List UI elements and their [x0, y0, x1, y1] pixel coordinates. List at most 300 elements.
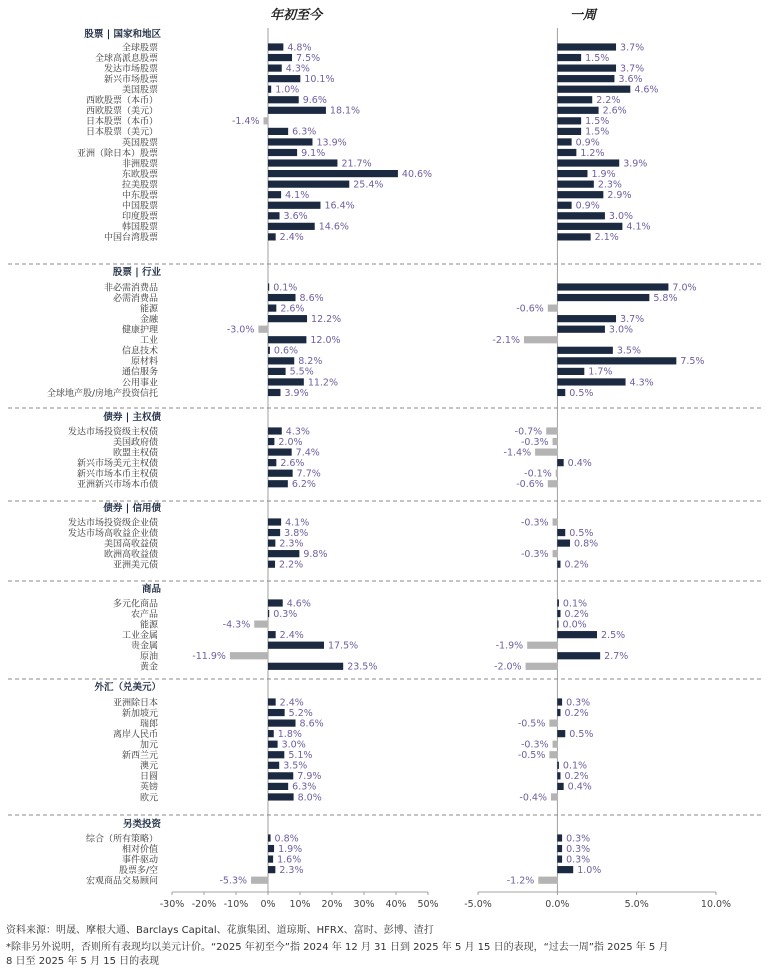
- row-label-0-12: 东欧股票: [121, 169, 158, 180]
- bar-week-4-5: [557, 652, 600, 659]
- group-title-3: 债券 | 信用债: [103, 503, 161, 514]
- bar-week-4-6: [526, 663, 558, 670]
- value-label-ytd-0-8: 6.3%: [292, 126, 317, 138]
- row-label-5-9: 欧元: [139, 793, 158, 804]
- value-label-ytd-6-4: -5.3%: [219, 875, 248, 887]
- value-label-ytd-4-3: 2.4%: [279, 629, 304, 641]
- value-label-week-0-5: 2.2%: [596, 95, 621, 107]
- bar-ytd-4-6: [268, 663, 343, 670]
- x-tick-label-1-0: -5.0%: [464, 899, 492, 910]
- footnote-line-2: 8 日至 2025 年 5 月 15 日的表现: [6, 956, 160, 967]
- row-label-4-1: 农产品: [130, 609, 158, 620]
- row-label-3-3: 欧洲高收益债: [103, 549, 158, 560]
- row-label-0-1: 全球高派息股票: [94, 53, 158, 64]
- row-label-0-13: 拉美股票: [121, 180, 158, 191]
- value-label-week-0-15: 0.9%: [575, 200, 600, 212]
- bar-week-1-2: [548, 305, 558, 312]
- value-label-ytd-4-1: 0.3%: [273, 608, 298, 620]
- bar-week-3-4: [557, 561, 560, 568]
- bar-ytd-1-6: [268, 347, 270, 354]
- bar-ytd-3-0: [268, 518, 281, 525]
- group-title-1: 股票 | 行业: [112, 267, 161, 278]
- row-label-1-4: 健康护理: [121, 325, 158, 336]
- value-label-ytd-6-2: 1.6%: [277, 854, 302, 866]
- row-label-5-6: 澳元: [139, 761, 158, 772]
- bar-week-0-18: [557, 233, 590, 240]
- bar-week-3-3: [553, 550, 558, 557]
- value-label-week-2-4: -0.1%: [524, 468, 552, 480]
- value-label-ytd-0-17: 14.6%: [318, 221, 349, 233]
- row-label-0-4: 美国股票: [121, 85, 158, 96]
- row-label-6-4: 宏观商品交易顾问: [85, 876, 158, 887]
- value-label-week-1-9: 4.3%: [629, 377, 654, 389]
- value-label-ytd-5-2: 8.6%: [299, 718, 324, 730]
- bar-week-5-8: [557, 783, 563, 790]
- bar-ytd-4-0: [268, 599, 283, 606]
- value-label-ytd-5-9: 8.0%: [297, 792, 322, 804]
- row-label-3-4: 亚洲美元债: [112, 560, 158, 571]
- row-label-6-1: 相对价值: [121, 844, 158, 855]
- row-label-5-1: 新加坡元: [121, 708, 158, 719]
- bar-ytd-0-6: [268, 107, 326, 114]
- row-label-4-5: 原油: [139, 652, 158, 663]
- row-label-3-2: 美国高收益债: [103, 539, 158, 550]
- row-label-1-8: 通信服务: [121, 367, 158, 378]
- bar-week-1-9: [557, 378, 625, 385]
- value-label-week-4-3: 2.5%: [601, 629, 626, 641]
- bar-week-0-5: [557, 96, 592, 103]
- bar-ytd-0-7: [264, 117, 268, 124]
- value-label-ytd-0-7: -1.4%: [231, 116, 260, 128]
- value-label-week-4-1: 0.2%: [564, 608, 589, 620]
- row-label-3-1: 发达市场高收益企业债: [67, 528, 158, 539]
- bar-week-5-2: [549, 720, 557, 727]
- value-label-ytd-2-5: 6.2%: [291, 479, 316, 491]
- bar-week-5-9: [551, 793, 557, 800]
- value-label-ytd-1-10: 3.9%: [284, 387, 309, 399]
- bar-ytd-4-5: [230, 652, 268, 659]
- value-label-ytd-0-5: 9.6%: [302, 95, 327, 107]
- bar-ytd-5-8: [268, 783, 288, 790]
- value-label-ytd-2-4: 7.7%: [296, 468, 321, 480]
- bar-week-2-1: [553, 438, 558, 445]
- value-label-ytd-5-0: 2.4%: [279, 697, 304, 709]
- value-label-ytd-2-0: 4.3%: [285, 426, 310, 438]
- row-label-4-2: 能源: [139, 620, 158, 631]
- panel-title-0: 年初至今: [269, 8, 323, 23]
- row-label-4-3: 工业金属: [121, 630, 158, 641]
- bar-ytd-2-5: [268, 480, 288, 487]
- value-label-ytd-0-0: 4.8%: [287, 42, 312, 54]
- bar-week-0-17: [557, 223, 622, 230]
- bar-week-4-0: [557, 599, 559, 606]
- bar-ytd-1-7: [268, 357, 294, 364]
- bar-ytd-3-4: [268, 561, 275, 568]
- row-label-0-17: 韩国股票: [121, 222, 158, 233]
- value-label-ytd-1-4: -3.0%: [226, 324, 255, 336]
- row-label-5-2: 瑞郎: [139, 719, 158, 730]
- value-label-ytd-1-3: 12.2%: [311, 313, 342, 325]
- bar-ytd-5-9: [268, 793, 294, 800]
- value-label-week-0-7: 1.5%: [585, 116, 610, 128]
- bar-week-2-0: [546, 427, 557, 434]
- bar-week-0-16: [557, 212, 605, 219]
- value-label-week-0-10: 1.2%: [580, 147, 605, 159]
- row-label-4-4: 贵金属: [130, 641, 158, 652]
- bar-week-6-2: [557, 856, 562, 863]
- value-label-week-1-10: 0.5%: [569, 387, 594, 399]
- row-label-5-0: 亚洲除日本: [112, 698, 158, 709]
- bar-week-1-10: [557, 389, 565, 396]
- group-title-6: 另类投资: [122, 819, 161, 830]
- value-label-week-5-2: -0.5%: [517, 718, 546, 730]
- bar-ytd-1-4: [258, 326, 268, 333]
- value-label-week-5-8: 0.4%: [567, 781, 592, 793]
- bar-ytd-6-1: [268, 845, 274, 852]
- bar-week-2-4: [556, 470, 558, 477]
- value-label-week-5-3: 0.5%: [569, 728, 594, 740]
- bar-ytd-2-4: [268, 470, 293, 477]
- bar-ytd-2-1: [268, 438, 274, 445]
- value-label-ytd-5-5: 5.1%: [288, 750, 313, 762]
- bar-ytd-0-3: [268, 75, 300, 82]
- row-label-1-3: 金融: [139, 314, 158, 325]
- x-tick-label-0-2: -10%: [223, 899, 249, 910]
- x-tick-label-0-5: 20%: [321, 899, 343, 910]
- row-label-0-14: 中东股票: [121, 191, 158, 201]
- bar-ytd-1-2: [268, 305, 276, 312]
- bar-ytd-0-13: [268, 181, 349, 188]
- value-label-ytd-1-8: 5.5%: [289, 366, 314, 378]
- value-label-week-0-2: 3.7%: [620, 63, 645, 75]
- value-label-week-4-6: -2.0%: [494, 661, 522, 673]
- value-label-ytd-4-6: 23.5%: [347, 661, 378, 673]
- row-label-0-11: 非洲股票: [121, 159, 158, 170]
- value-label-ytd-0-18: 2.4%: [279, 232, 304, 244]
- bar-ytd-6-2: [268, 856, 273, 863]
- x-tick-label-0-8: 50%: [417, 899, 439, 910]
- row-label-6-0: 综合（所有策略）: [85, 834, 158, 845]
- bar-ytd-5-4: [268, 741, 278, 748]
- value-label-week-0-1: 1.5%: [585, 52, 610, 64]
- row-label-0-6: 西欧股票（美元）: [85, 106, 158, 117]
- value-label-week-0-0: 3.7%: [620, 42, 645, 54]
- value-label-week-0-14: 2.9%: [607, 190, 632, 201]
- bar-week-0-4: [557, 86, 630, 93]
- group-title-4: 商品: [141, 584, 161, 595]
- bar-ytd-4-2: [254, 621, 268, 628]
- bar-ytd-6-0: [268, 834, 271, 841]
- value-label-week-5-9: -0.4%: [519, 792, 547, 804]
- value-label-week-2-2: -1.4%: [503, 447, 532, 459]
- row-label-2-1: 美国政府债: [112, 437, 158, 448]
- bar-ytd-6-3: [268, 866, 275, 873]
- value-label-ytd-6-0: 0.8%: [274, 833, 299, 845]
- group-title-0: 股票 | 国家和地区: [84, 29, 161, 40]
- group-title-5: 外汇（兑美元）: [94, 682, 161, 693]
- row-label-6-3: 股票多/空: [118, 865, 158, 876]
- row-label-1-5: 工业: [139, 336, 158, 347]
- value-label-week-4-5: 2.7%: [604, 651, 629, 663]
- group-title-2: 债券 | 主权债: [103, 412, 161, 423]
- bar-week-0-14: [557, 191, 603, 198]
- value-label-ytd-1-9: 11.2%: [307, 377, 339, 389]
- value-label-week-5-0: 0.3%: [566, 697, 591, 709]
- bar-week-0-0: [557, 43, 616, 50]
- bar-ytd-0-1: [268, 54, 292, 61]
- bar-week-0-12: [557, 170, 587, 177]
- bar-week-6-1: [557, 845, 562, 852]
- row-label-0-7: 日本股票（本币）: [85, 117, 158, 128]
- bar-week-1-6: [557, 347, 613, 354]
- value-label-week-3-0: -0.3%: [520, 517, 549, 529]
- value-label-week-0-8: 1.5%: [585, 126, 610, 138]
- bar-ytd-0-4: [268, 86, 271, 93]
- value-label-ytd-0-16: 3.6%: [283, 211, 308, 223]
- bar-ytd-1-10: [268, 389, 280, 396]
- value-label-ytd-3-4: 2.2%: [279, 559, 304, 571]
- bar-ytd-1-8: [268, 368, 286, 375]
- bar-ytd-5-1: [268, 709, 285, 716]
- bar-ytd-0-8: [268, 128, 288, 135]
- footnote-line-1: *除非另外说明，否则所有表现均以美元计价。“2025 年初至今”指 2024 年 12 月 31 日到 2025 年 5 月 15 日的表现，“过去一周”指 2025 年 5 月: [6, 942, 669, 953]
- row-label-4-6: 黄金: [139, 662, 158, 673]
- value-label-week-6-0: 0.3%: [566, 833, 591, 845]
- value-label-week-2-3: 0.4%: [567, 457, 592, 469]
- value-label-ytd-4-0: 4.6%: [286, 598, 311, 610]
- row-label-0-8: 日本股票（美元）: [85, 127, 158, 138]
- value-label-week-1-1: 5.8%: [653, 292, 678, 304]
- bar-week-0-7: [557, 117, 581, 124]
- bar-ytd-5-5: [268, 751, 284, 758]
- row-label-0-18: 中国台湾股票: [103, 233, 158, 244]
- value-label-week-0-6: 2.6%: [602, 105, 627, 117]
- value-label-ytd-0-11: 21.7%: [341, 158, 372, 170]
- row-label-5-4: 加元: [139, 740, 158, 751]
- row-label-0-0: 全球股票: [121, 43, 158, 54]
- bar-ytd-0-9: [268, 138, 312, 145]
- bar-ytd-2-2: [268, 449, 292, 456]
- bar-week-0-3: [557, 75, 614, 82]
- bar-week-6-4: [538, 877, 557, 884]
- value-label-week-2-1: -0.3%: [520, 436, 549, 448]
- row-label-6-2: 事件驱动: [121, 855, 158, 866]
- value-label-week-1-0: 7.0%: [672, 282, 697, 294]
- value-label-ytd-0-13: 25.4%: [353, 179, 384, 191]
- value-label-ytd-0-6: 18.1%: [329, 105, 361, 117]
- bar-ytd-0-12: [268, 170, 398, 177]
- bar-week-4-3: [557, 631, 597, 638]
- bar-ytd-4-3: [268, 631, 276, 638]
- x-tick-label-1-1: 0.0%: [545, 899, 570, 910]
- value-label-week-4-0: 0.1%: [562, 598, 588, 610]
- value-label-week-0-13: 2.3%: [597, 179, 622, 191]
- bar-week-0-10: [557, 149, 576, 156]
- value-label-week-6-4: -1.2%: [506, 875, 535, 887]
- value-label-week-1-3: 3.7%: [620, 313, 645, 325]
- value-label-week-3-1: 0.5%: [569, 527, 594, 539]
- value-label-ytd-5-3: 1.8%: [277, 728, 302, 740]
- row-label-1-1: 必需消费品: [112, 293, 158, 304]
- bar-ytd-0-5: [268, 96, 299, 103]
- value-label-ytd-1-2: 2.6%: [280, 303, 305, 315]
- bar-week-5-4: [553, 741, 558, 748]
- value-label-ytd-5-6: 3.5%: [283, 760, 308, 772]
- bar-ytd-0-0: [268, 43, 283, 50]
- row-label-0-15: 中国股票: [121, 201, 158, 212]
- bar-week-5-5: [549, 751, 557, 758]
- bar-week-3-2: [557, 540, 570, 547]
- bar-week-0-15: [557, 202, 571, 209]
- row-label-0-3: 新兴市场股票: [103, 74, 158, 85]
- value-label-ytd-0-14: 4.1%: [285, 190, 310, 201]
- bar-ytd-0-2: [268, 65, 282, 72]
- value-label-week-4-2: 0.0%: [562, 619, 587, 631]
- value-label-week-0-9: 0.9%: [575, 137, 600, 149]
- value-label-ytd-6-3: 2.3%: [279, 864, 304, 876]
- row-label-0-5: 西欧股票（本币）: [85, 96, 158, 107]
- value-label-ytd-5-4: 3.0%: [281, 739, 306, 751]
- row-label-4-0: 多元化商品: [112, 599, 158, 610]
- value-label-week-0-18: 2.1%: [594, 232, 619, 244]
- x-tick-label-0-7: 40%: [385, 899, 407, 910]
- row-label-0-2: 发达市场股票: [103, 64, 158, 75]
- bar-week-0-6: [557, 107, 598, 114]
- value-label-ytd-0-1: 7.5%: [296, 52, 321, 64]
- value-label-ytd-0-3: 10.1%: [304, 73, 335, 85]
- bar-week-1-1: [557, 294, 649, 301]
- x-tick-label-0-0: -30%: [159, 899, 185, 910]
- bar-week-5-6: [557, 762, 559, 769]
- row-label-1-7: 原材料: [130, 357, 158, 368]
- value-label-week-0-4: 4.6%: [634, 84, 659, 96]
- bar-ytd-1-9: [268, 378, 304, 385]
- bar-ytd-1-0: [268, 283, 269, 290]
- row-label-2-3: 新兴市场美元主权债: [76, 458, 158, 469]
- row-label-0-10: 亚洲（除日本）股票: [76, 148, 158, 159]
- bar-ytd-4-4: [268, 642, 324, 649]
- value-label-week-1-5: -2.1%: [492, 335, 521, 347]
- value-label-ytd-6-1: 1.9%: [278, 843, 303, 855]
- value-label-week-3-4: 0.2%: [564, 559, 589, 571]
- bar-week-0-1: [557, 54, 581, 61]
- value-label-ytd-5-1: 5.2%: [288, 707, 313, 719]
- bar-week-4-2: [557, 621, 558, 628]
- bar-week-0-13: [557, 181, 593, 188]
- value-label-week-1-7: 7.5%: [680, 356, 705, 368]
- value-label-ytd-1-6: 0.6%: [273, 345, 299, 357]
- value-label-ytd-0-9: 13.9%: [316, 137, 347, 149]
- value-label-week-1-6: 3.5%: [616, 345, 642, 357]
- bar-week-3-1: [557, 529, 565, 536]
- value-label-week-1-8: 1.7%: [588, 366, 613, 378]
- value-label-ytd-0-10: 9.1%: [301, 147, 326, 159]
- value-label-ytd-1-0: 0.1%: [273, 282, 298, 294]
- value-label-week-6-2: 0.3%: [566, 854, 591, 866]
- bar-ytd-0-14: [268, 191, 281, 198]
- bar-week-0-11: [557, 159, 619, 166]
- value-label-week-0-17: 4.1%: [626, 221, 651, 233]
- row-label-1-0: 非必需消费品: [103, 283, 158, 294]
- value-label-week-3-2: 0.8%: [574, 538, 599, 550]
- bar-week-1-5: [524, 336, 557, 343]
- panel-title-1: 一周: [569, 8, 597, 23]
- bar-week-2-5: [548, 480, 558, 487]
- x-tick-label-1-2: 5.0%: [624, 899, 649, 910]
- x-tick-label-1-3: 10.0%: [700, 899, 732, 910]
- bar-ytd-3-2: [268, 540, 275, 547]
- value-label-week-6-3: 1.0%: [577, 864, 602, 876]
- value-label-ytd-5-8: 6.3%: [292, 781, 317, 793]
- row-label-0-9: 英国股票: [121, 138, 158, 149]
- bar-week-0-9: [557, 138, 571, 145]
- value-label-ytd-5-7: 7.9%: [297, 771, 322, 783]
- x-tick-label-0-1: -20%: [191, 899, 217, 910]
- bar-ytd-0-11: [268, 159, 337, 166]
- bar-ytd-1-3: [268, 315, 307, 322]
- bar-week-1-7: [557, 357, 676, 364]
- value-label-week-0-12: 1.9%: [591, 168, 616, 180]
- bar-week-3-0: [553, 518, 558, 525]
- row-label-2-4: 新兴市场本币主权债: [76, 469, 158, 480]
- bar-week-6-0: [557, 834, 562, 841]
- row-label-1-10: 全球地产股/房地产投资信托: [46, 388, 158, 399]
- bar-week-1-3: [557, 315, 616, 322]
- x-tick-label-0-3: 0%: [260, 899, 276, 910]
- value-label-week-3-3: -0.3%: [520, 548, 549, 560]
- value-label-ytd-0-12: 40.6%: [401, 168, 433, 180]
- bar-ytd-1-5: [268, 336, 306, 343]
- bar-week-5-1: [557, 709, 560, 716]
- value-label-week-0-16: 3.0%: [608, 211, 634, 223]
- value-label-ytd-0-15: 16.4%: [324, 200, 355, 212]
- row-label-5-7: 日圆: [139, 772, 158, 783]
- bar-ytd-5-7: [268, 772, 293, 779]
- bar-ytd-0-16: [268, 212, 280, 219]
- bar-ytd-0-17: [268, 223, 315, 230]
- row-label-5-5: 新西兰元: [121, 751, 158, 762]
- value-label-week-5-4: -0.3%: [520, 739, 549, 751]
- bar-ytd-5-6: [268, 762, 279, 769]
- bar-week-2-3: [557, 459, 563, 466]
- x-tick-label-0-6: 30%: [353, 899, 375, 910]
- value-label-week-0-11: 3.9%: [623, 158, 648, 170]
- value-label-week-2-0: -0.7%: [514, 426, 543, 438]
- value-label-ytd-4-4: 17.5%: [328, 640, 359, 652]
- row-label-2-0: 发达市场投资级主权债: [67, 427, 158, 438]
- bar-ytd-3-3: [268, 550, 299, 557]
- value-label-week-5-7: 0.2%: [564, 771, 589, 783]
- bar-ytd-5-3: [268, 730, 274, 737]
- bar-week-1-4: [557, 326, 605, 333]
- bar-week-1-0: [557, 283, 668, 290]
- value-label-ytd-3-2: 2.3%: [279, 538, 304, 550]
- bar-ytd-0-15: [268, 202, 320, 209]
- value-label-ytd-0-4: 1.0%: [275, 84, 300, 96]
- value-label-ytd-2-3: 2.6%: [280, 457, 305, 469]
- row-label-3-0: 发达市场投资级企业债: [67, 518, 158, 529]
- value-label-ytd-2-2: 7.4%: [295, 447, 320, 459]
- value-label-week-1-2: -0.6%: [516, 303, 544, 315]
- row-label-2-2: 欧盟主权债: [112, 448, 158, 459]
- bar-week-0-2: [557, 65, 616, 72]
- bar-ytd-5-0: [268, 698, 276, 705]
- bar-week-0-8: [557, 128, 581, 135]
- value-label-ytd-0-2: 4.3%: [285, 63, 310, 75]
- bar-ytd-3-1: [268, 529, 280, 536]
- bar-week-5-7: [557, 772, 560, 779]
- value-label-ytd-2-1: 2.0%: [278, 436, 303, 448]
